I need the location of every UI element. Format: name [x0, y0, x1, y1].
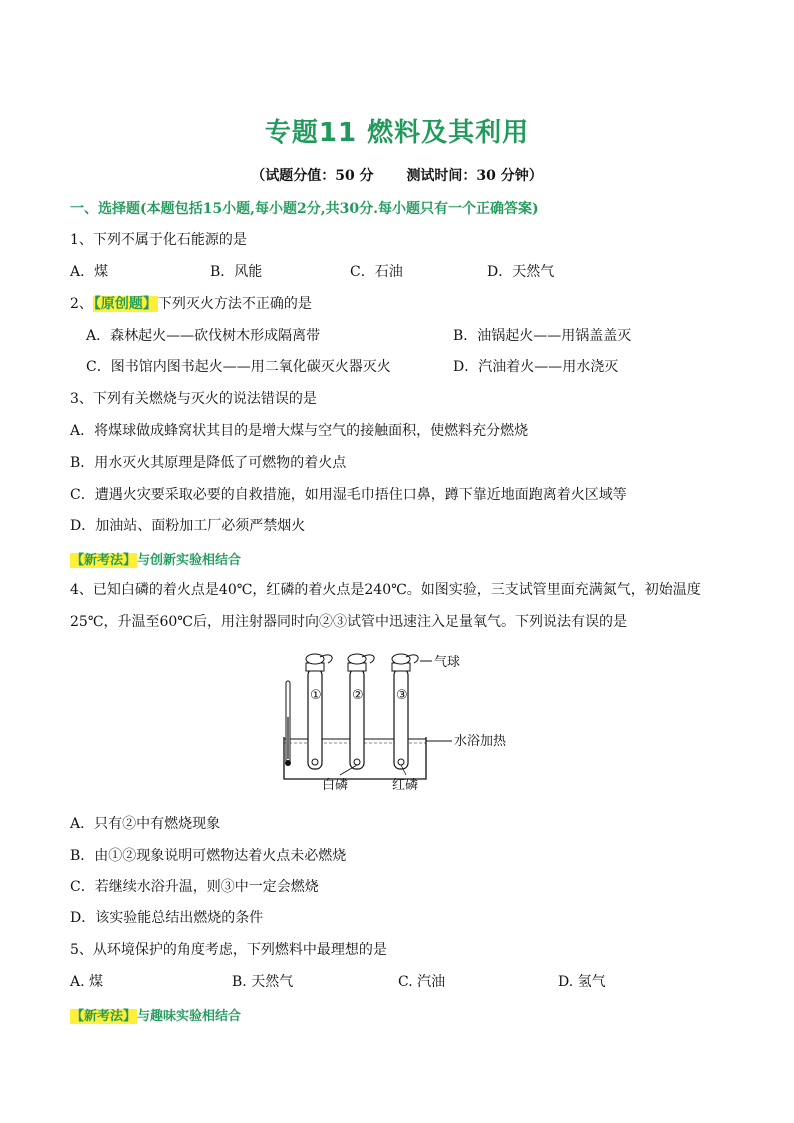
- q4-option-d: D．该实验能总结出燃烧的条件: [70, 910, 264, 926]
- score-info: （试题分值：50 分: [251, 168, 374, 184]
- experiment-diagram: [280, 647, 520, 797]
- q1-option-b: B．风能: [210, 264, 263, 280]
- new-method-text: 与创新实验相结合: [137, 553, 242, 568]
- tube-3-label: ③: [396, 688, 408, 703]
- thermometer-bulb: [285, 760, 291, 766]
- q3-option-d: D．加油站、面粉加工厂必须严禁烟火: [70, 518, 306, 534]
- page-title: 专题11 燃料及其利用: [264, 118, 530, 148]
- question-3-stem: 3、下列有关燃烧与灭火的说法错误的是: [70, 391, 317, 407]
- new-method-text: 与趣味实验相结合: [137, 1009, 242, 1024]
- q5-option-c: C. 汽油: [398, 974, 446, 990]
- new-method-badge: 【新考法】: [71, 553, 137, 568]
- q2-option-b: B．油锅起火——用锅盖盖灭: [453, 328, 632, 344]
- q4-option-a: A．只有②中有燃烧现象: [70, 816, 221, 832]
- question-2-stem: [70, 295, 312, 313]
- q5-option-d: D. 氢气: [558, 974, 606, 990]
- tube-1-label: ①: [310, 688, 322, 703]
- q2-text: 下列灭火方法不正确的是: [157, 296, 312, 312]
- section-heading: 一、选择题(本题包括15小题,每小题2分,共30分.每小题只有一个正确答案): [70, 201, 539, 217]
- new-method-tag-1: [70, 549, 241, 568]
- water-bath-label: 水浴加热: [454, 734, 507, 749]
- test-tube-3: [392, 654, 418, 769]
- q1-option-d: D．天然气: [487, 264, 555, 280]
- experiment-figure: [280, 647, 520, 797]
- test-tube-2: [348, 654, 374, 769]
- question-1-stem: 1、下列不属于化石能源的是: [70, 232, 247, 248]
- tube-2-label: ②: [352, 688, 364, 703]
- exam-info: [0, 165, 794, 185]
- q2-option-c: C．图书馆内图书起火——用二氧化碳灭火器灭火: [86, 359, 391, 375]
- time-info: 测试时间：30 分钟）: [406, 168, 543, 184]
- q2-option-d: D．汽油着火——用水浇灭: [453, 359, 619, 375]
- new-method-badge: 【新考法】: [71, 1009, 137, 1024]
- q3-option-c: C．遭遇火灾要采取必要的自救措施，如用湿毛巾捂住口鼻，蹲下靠近地面跑离着火区域等: [70, 487, 627, 503]
- red-phosphorus-label: 红磷: [392, 778, 419, 793]
- test-tube-1: [306, 654, 332, 769]
- new-method-tag-2: [70, 1005, 241, 1024]
- question-5-stem: 5、从环境保护的角度考虑，下列燃料中最理想的是: [70, 942, 387, 958]
- q5-option-b: B. 天然气: [232, 974, 294, 990]
- q3-option-a: A．将煤球做成蜂窝状其目的是增大煤与空气的接触面积，使燃料充分燃烧: [70, 423, 529, 439]
- white-p-leader: [340, 765, 357, 775]
- q1-option-c: C．石油: [350, 264, 403, 280]
- q4-option-b: B．由①②现象说明可燃物达着火点未必燃烧: [70, 848, 347, 864]
- balloon-label: 气球: [434, 655, 461, 670]
- white-phosphorus-label: 白磷: [322, 778, 349, 793]
- q2-number: 2、: [70, 296, 93, 312]
- q5-option-a: A. 煤: [70, 974, 104, 990]
- question-4-stem-line1: 4、已知白磷的着火点是40℃，红磷的着火点是240℃。如图实验，三支试管里面充满氮气，初始温度: [70, 582, 701, 598]
- q3-option-b: B．用水灭火其原理是降低了可燃物的着火点: [70, 455, 347, 471]
- q1-option-a: A．煤: [70, 264, 109, 280]
- q4-option-c: C．若继续水浴升温，则③中一定会燃烧: [70, 879, 319, 895]
- question-4-stem-line2: 25℃，升温至60℃后，用注射器同时向②③试管中迅速注入足量氧气。下列说法有误的是: [70, 614, 627, 630]
- original-question-badge: 【原创题】: [93, 296, 157, 312]
- q2-option-a: A．森林起火——砍伐树木形成隔离带: [86, 328, 321, 344]
